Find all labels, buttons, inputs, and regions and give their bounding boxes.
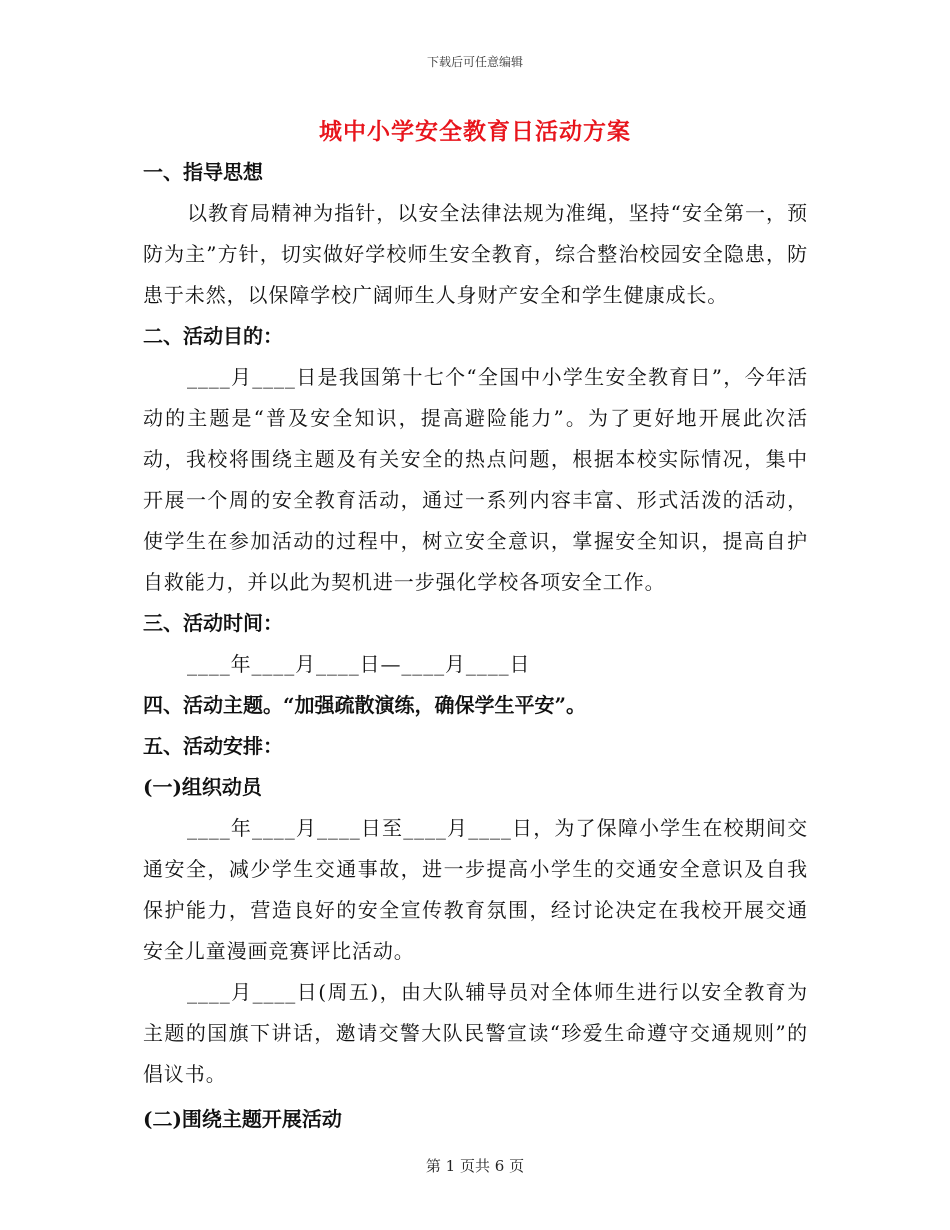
section-heading-time: 三、活动时间： xyxy=(143,611,283,635)
section-heading-guiding-thought: 一、指导思想 xyxy=(143,160,263,184)
page-footer: 第 1 页共 6 页 xyxy=(425,1157,525,1175)
document-title: 城中小学安全教育日活动方案 xyxy=(319,118,631,145)
section-heading-theme: 四、活动主题。“加强疏散演练，确保学生平安”。 xyxy=(143,693,587,717)
subsection-heading-mobilization: (一)组织动员 xyxy=(143,775,262,799)
header-note: 下载后可任意编辑 xyxy=(426,55,523,69)
section-heading-arrangement: 五、活动安排： xyxy=(143,734,283,758)
paragraph-guiding-thought: 以教育局精神为指针，以安全法律法规为准绳，坚持“安全第一，预防为主”方针，切实做好学校师生安全教育，综合整治校园安全隐患，防患于未然，以保障学校广阔师生人身财产安全和学生健康成长。 xyxy=(143,201,808,307)
paragraph-time: ____年____月____日—____月____日 xyxy=(187,652,531,676)
paragraph-purpose: ____月____日是我国第十七个“全国中小学生安全教育日”，今年活动的主题是“普及安全知识，提高避险能力”。为了更好地开展此次活动，我校将围绕主题及有关安全的热点问题，根据本校实际情况，集中开展一个周的安全教育活动，通过一系列内容丰富、形式活泼的活动，使学生在参加活动的过程中，树立安全意识，掌握安全知识，提高自护自救能力，并以此为契机进一步强化学校各项安全工作。 xyxy=(143,365,808,594)
paragraph-mobilization-1: ____年____月____日至____月____日，为了保障小学生在校期间交通安全，减少学生交通事故，进一步提高小学生的交通安全意识及自我保护能力，营造良好的安全宣传教育氛围，经讨论决定在我校开展交通安全儿童漫画竞赛评比活动。 xyxy=(143,816,808,963)
document-body xyxy=(143,152,808,1140)
section-heading-purpose: 二、活动目的： xyxy=(143,324,283,348)
subsection-heading-activities: (二)围绕主题开展活动 xyxy=(143,1107,342,1131)
paragraph-mobilization-2: ____月____日(周五)，由大队辅导员对全体师生进行以安全教育为主题的国旗下讲话，邀请交警大队民警宣读“珍爱生命遵守交通规则”的倡议书。 xyxy=(143,980,808,1086)
